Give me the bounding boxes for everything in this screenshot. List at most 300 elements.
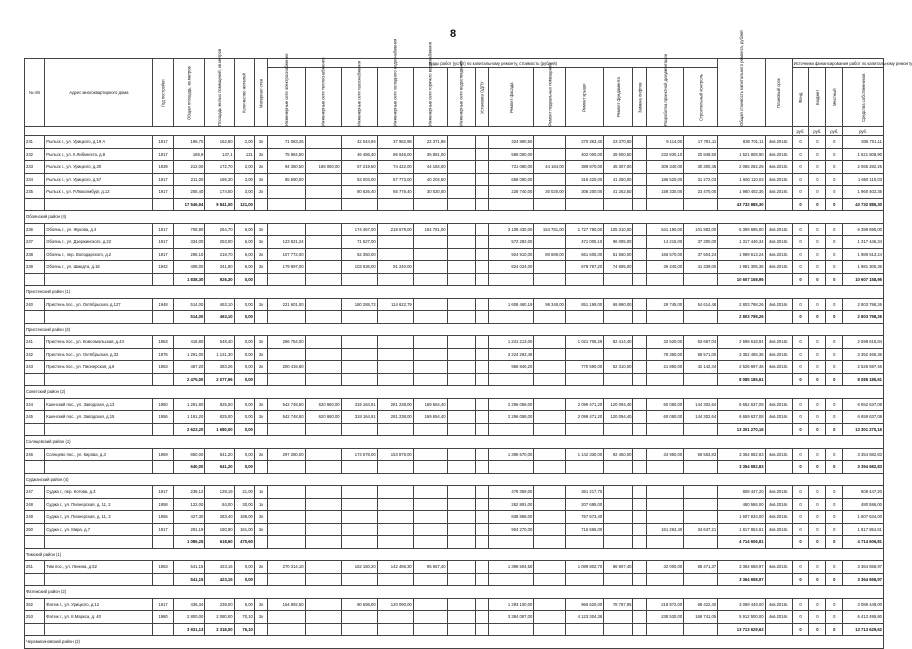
- row-source-3: 6 659 637,08: [843, 411, 884, 424]
- subtotal-cost: 13 301 270,16: [718, 423, 765, 436]
- row-source-1: 0: [809, 361, 826, 374]
- empty-cell: [305, 373, 341, 386]
- row-work-cost-7: 3 384 087,00: [489, 611, 534, 624]
- district-label: Пристенский район (1): [25, 286, 884, 299]
- row-work-cost-8: 154 781,00: [534, 223, 566, 236]
- row-residents: 0,00: [234, 561, 254, 574]
- table-row: [25, 448, 884, 461]
- row-total-cost: 1 817 854,61: [718, 523, 765, 536]
- row-walls: 2к: [254, 523, 268, 536]
- row-source-0: 0: [792, 136, 809, 149]
- row-year: 1963: [153, 561, 173, 574]
- row-total-cost: 2 526 697,46: [718, 361, 765, 374]
- table-row: [25, 261, 884, 274]
- empty-cell: [45, 461, 153, 474]
- row-year: 1942: [153, 261, 173, 274]
- row-year: 1917: [153, 598, 173, 611]
- empty-cell: [489, 461, 534, 474]
- row-source-2: 0: [826, 348, 843, 361]
- subtotal-source-0: 0: [792, 461, 809, 474]
- table-header: [25, 30, 912, 136]
- row-work-cost-4: [413, 486, 447, 499]
- row-area: 408,00: [173, 261, 205, 274]
- row-total-cost: 5 912 500,00: [718, 611, 765, 624]
- row-work-cost-4: [413, 511, 447, 524]
- subtotal-source-3: 10 607 158,95: [843, 273, 884, 286]
- empty-cell: [534, 623, 566, 636]
- row-work-cost-6: [475, 361, 489, 374]
- empty-cell: [604, 623, 633, 636]
- row-num: 231: [25, 136, 45, 149]
- row-work-cost-12: [647, 486, 684, 499]
- row-work-cost-0: [268, 348, 305, 361]
- row-work-cost-0: 270 314,10: [268, 561, 305, 574]
- row-work-cost-10: 120 094,40: [604, 411, 633, 424]
- table-row: [25, 336, 884, 349]
- row-work-cost-13: 42 142,44: [684, 361, 718, 374]
- row-walls: 2к: [254, 248, 268, 261]
- row-work-cost-0: [268, 486, 305, 499]
- district-label: Черемисиновский район (2): [25, 636, 884, 649]
- table-row: [25, 186, 884, 199]
- empty-cell: [341, 198, 377, 211]
- row-work-cost-13: 144 302,64: [684, 398, 718, 411]
- row-period: 4кв.2016г.: [765, 161, 792, 174]
- empty-cell: [254, 461, 268, 474]
- empty-cell: [25, 536, 45, 549]
- empty-cell: [565, 273, 603, 286]
- subtotal-cost: 13 713 629,62: [718, 623, 765, 636]
- empty-cell: [413, 573, 447, 586]
- table-row: [25, 411, 884, 424]
- row-source-0: 0: [792, 398, 809, 411]
- subtotal-source-1: 0: [809, 536, 826, 549]
- row-num: 248: [25, 498, 45, 511]
- row-residents: 3,00: [234, 186, 254, 199]
- row-work-cost-13: 20 848,50: [684, 148, 718, 161]
- empty-cell: [633, 311, 647, 324]
- empty-cell: [604, 536, 633, 549]
- row-work-cost-9: 308 200,00: [565, 186, 603, 199]
- empty-cell: [447, 311, 475, 324]
- row-source-0: 0: [792, 411, 809, 424]
- row-work-cost-4: [413, 611, 447, 624]
- row-work-cost-12: 60 080,00: [647, 411, 684, 424]
- row-work-cost-13: 59 563,83: [684, 448, 718, 461]
- empty-cell: [633, 198, 647, 211]
- empty-cell: [254, 373, 268, 386]
- row-work-cost-8: [534, 611, 566, 624]
- empty-cell: [377, 461, 413, 474]
- row-work-cost-0: 85 590,00: [268, 173, 305, 186]
- subtotal-residents: 0,00: [234, 373, 254, 386]
- table-row: [25, 148, 884, 161]
- row-work-cost-10: 96 095,00: [604, 236, 633, 249]
- row-source-3: 6 412 495,80: [843, 611, 884, 624]
- header-work-3: Инженерные сети холодного водоснабжения: [377, 68, 413, 127]
- row-source-3: 3 352 465,36: [843, 348, 884, 361]
- row-work-cost-13: [684, 498, 718, 511]
- row-work-cost-0: 94 350,50: [268, 161, 305, 174]
- row-work-cost-10: 92 450,00: [604, 448, 633, 461]
- empty-cell: [604, 461, 633, 474]
- row-address: Рыльск г., ул. Урицкого, д.19 А: [45, 136, 153, 149]
- row-living: 825,00: [205, 398, 234, 411]
- row-work-cost-5: [447, 148, 475, 161]
- row-work-cost-11: [633, 236, 647, 249]
- row-work-cost-4: 169 654,40: [413, 411, 447, 424]
- row-work-cost-5: [447, 611, 475, 624]
- row-work-cost-11: [633, 136, 647, 149]
- row-work-cost-12: 232 830,10: [647, 148, 684, 161]
- row-source-3: 6 652 637,08: [843, 398, 884, 411]
- empty-cell: [565, 461, 603, 474]
- empty-cell: [489, 423, 534, 436]
- row-work-cost-1: 620 860,00: [305, 411, 341, 424]
- empty-cell: [413, 536, 447, 549]
- row-num: 249: [25, 511, 45, 524]
- empty-cell: [765, 423, 792, 436]
- row-work-cost-9: 851 169,00: [565, 298, 603, 311]
- row-work-cost-13: [684, 511, 718, 524]
- row-work-cost-13: 166 741,05: [684, 611, 718, 624]
- row-work-cost-8: [534, 236, 566, 249]
- row-total-cost: 1 317 446,34: [718, 236, 765, 249]
- row-address: Пристень пос., ул. Пионерская, д.6: [45, 361, 153, 374]
- district-header-row: [25, 473, 884, 486]
- row-work-cost-8: [534, 498, 566, 511]
- row-work-cost-0: [268, 186, 305, 199]
- row-source-2: 0: [826, 448, 843, 461]
- empty-cell: [413, 623, 447, 636]
- district-header-row: [25, 286, 884, 299]
- empty-cell: [25, 623, 45, 636]
- row-source-0: 0: [792, 448, 809, 461]
- row-source-3: 1 607 634,00: [843, 511, 884, 524]
- row-source-2: 0: [826, 561, 843, 574]
- row-source-3: 2 065 282,25: [843, 161, 884, 174]
- empty-cell: [534, 461, 566, 474]
- row-residents: 6,00: [234, 236, 254, 249]
- row-area: 514,00: [173, 298, 205, 311]
- empty-cell: [377, 573, 413, 586]
- row-area: 196,70: [173, 136, 205, 149]
- empty-cell: [633, 373, 647, 386]
- row-address: Суджа г., ул. Мира, д.7: [45, 523, 153, 536]
- row-living: 162,80: [205, 136, 234, 149]
- row-work-cost-3: [377, 236, 413, 249]
- empty-cell: [377, 273, 413, 286]
- row-work-cost-0: 266 754,00: [268, 336, 305, 349]
- row-source-1: 0: [809, 248, 826, 261]
- row-work-cost-6: [475, 173, 489, 186]
- row-work-cost-11: [633, 598, 647, 611]
- subtotal-living: 9 841,00: [205, 198, 234, 211]
- empty-cell: [153, 423, 173, 436]
- row-walls: 2к: [254, 361, 268, 374]
- row-year: 1976: [153, 348, 173, 361]
- empty-cell: [565, 573, 603, 586]
- row-source-2: 0: [826, 186, 843, 199]
- row-total-cost: 6 399 695,00: [718, 223, 765, 236]
- row-year: 1959: [153, 448, 173, 461]
- row-source-0: 0: [792, 223, 809, 236]
- header-walls: Материал стен: [254, 59, 268, 127]
- district-header-row: [25, 636, 884, 649]
- empty-cell: [647, 461, 684, 474]
- subtotal-row: [25, 273, 884, 286]
- row-source-1: 0: [809, 486, 826, 499]
- row-work-cost-7: 2 296 058,00: [489, 398, 534, 411]
- row-work-cost-7: 1 396 670,00: [489, 448, 534, 461]
- row-work-cost-12: 21 850,00: [647, 361, 684, 374]
- row-work-cost-0: 75 984,50: [268, 148, 305, 161]
- empty-cell: [647, 573, 684, 586]
- row-work-cost-12: 161 264,40: [647, 523, 684, 536]
- row-work-cost-2: 174 578,00: [341, 448, 377, 461]
- subtotal-source-0: 0: [792, 273, 809, 286]
- row-work-cost-5: [447, 298, 475, 311]
- row-source-0: 0: [792, 523, 809, 536]
- row-area: 850,00: [173, 448, 205, 461]
- row-work-cost-2: 103 536,00: [341, 261, 377, 274]
- row-work-cost-3: 120 090,00: [377, 598, 413, 611]
- empty-cell: [684, 461, 718, 474]
- empty-cell: [633, 273, 647, 286]
- empty-cell: [341, 623, 377, 636]
- row-work-cost-13: 41 339,00: [684, 261, 718, 274]
- row-work-cost-11: [633, 298, 647, 311]
- header-work-8: Ремонт подвальных помещений: [534, 68, 566, 127]
- row-work-cost-7: 2 296 058,00: [489, 411, 534, 424]
- row-work-cost-9: 361 217,70: [565, 486, 603, 499]
- row-year: 1917: [153, 236, 173, 249]
- subtotal-source-0: 0: [792, 373, 809, 386]
- row-total-cost: 2 598 618,84: [718, 336, 765, 349]
- row-address: Тим пос., ул. Ленина, д.52: [45, 561, 153, 574]
- header-work-9: Ремонт крыши: [565, 68, 603, 127]
- row-work-cost-10: 105 310,00: [604, 223, 633, 236]
- row-source-1: 0: [809, 261, 826, 274]
- subtotal-residents: 0,00: [234, 461, 254, 474]
- row-work-cost-7: 958 840,20: [489, 361, 534, 374]
- empty-cell: [45, 573, 153, 586]
- row-work-cost-11: [633, 261, 647, 274]
- row-source-2: 0: [826, 223, 843, 236]
- row-total-cost: 1 989 613,24: [718, 248, 765, 261]
- row-work-cost-1: [305, 611, 341, 624]
- row-work-cost-11: [633, 498, 647, 511]
- header-work-12: Разработка проектной документации: [647, 68, 684, 127]
- empty-cell: [489, 373, 534, 386]
- row-work-cost-5: [447, 348, 475, 361]
- row-year: 1960: [153, 611, 173, 624]
- empty-cell: [565, 198, 603, 211]
- row-work-cost-11: [633, 336, 647, 349]
- subtotal-area: 1 838,30: [173, 273, 205, 286]
- row-residents: 161,00: [234, 523, 254, 536]
- row-work-cost-2: [341, 498, 377, 511]
- row-work-cost-9: 661 605,00: [565, 248, 603, 261]
- row-work-cost-13: 144 302,64: [684, 411, 718, 424]
- row-work-cost-3: 281 238,00: [377, 411, 413, 424]
- row-work-cost-9: [565, 348, 603, 361]
- empty-cell: [447, 536, 475, 549]
- row-work-cost-2: [341, 361, 377, 374]
- empty-cell: [447, 623, 475, 636]
- row-work-cost-10: [604, 348, 633, 361]
- subtotal-row: [25, 461, 884, 474]
- row-work-cost-13: 101 982,00: [684, 223, 718, 236]
- row-work-cost-8: [534, 398, 566, 411]
- row-period: 4кв.2016г.: [765, 148, 792, 161]
- row-source-3: 1 521 808,90: [843, 148, 884, 161]
- row-work-cost-9: 207 685,00: [565, 498, 603, 511]
- district-header-row: [25, 436, 884, 449]
- empty-cell: [305, 536, 341, 549]
- subtotal-source-1: 0: [809, 373, 826, 386]
- empty-cell: [45, 311, 153, 324]
- row-work-cost-5: [447, 248, 475, 261]
- row-work-cost-11: [633, 223, 647, 236]
- row-work-cost-7: 904 270,00: [489, 523, 534, 536]
- row-work-cost-10: 78 787,95: [604, 598, 633, 611]
- header-source-0: Фонд: [792, 68, 809, 127]
- row-residents: 0,00: [234, 411, 254, 424]
- row-work-cost-6: [475, 223, 489, 236]
- row-source-2: 0: [826, 261, 843, 274]
- row-num: 245: [25, 411, 45, 424]
- row-work-cost-3: [377, 248, 413, 261]
- row-residents: 30,00: [234, 498, 254, 511]
- row-source-1: 0: [809, 186, 826, 199]
- subtotal-source-2: 0: [826, 273, 843, 286]
- row-work-cost-8: [534, 561, 566, 574]
- row-work-cost-8: [534, 511, 566, 524]
- row-work-cost-6: [475, 161, 489, 174]
- empty-cell: [633, 536, 647, 549]
- row-work-cost-8: [534, 148, 566, 161]
- row-address: Фатеж г., ул. К.Маркса, д. 40: [45, 611, 153, 624]
- header-period: Плановый срок: [765, 59, 792, 127]
- empty-cell: [765, 198, 792, 211]
- empty-cell: [447, 373, 475, 386]
- subtotal-living: 618,60: [205, 536, 234, 549]
- row-source-2: 0: [826, 298, 843, 311]
- empty-cell: [489, 573, 534, 586]
- row-num: 250: [25, 523, 45, 536]
- row-address: Рыльск г., ул. Урицкого, д.57: [45, 173, 153, 186]
- subtotal-cost: 4 714 606,81: [718, 536, 765, 549]
- row-work-cost-10: [604, 523, 633, 536]
- row-work-cost-2: 46 486,40: [341, 148, 377, 161]
- subtotal-cost: 3 364 658,97: [718, 573, 765, 586]
- empty-cell: [254, 198, 268, 211]
- row-work-cost-6: [475, 348, 489, 361]
- row-work-cost-1: [305, 236, 341, 249]
- row-work-cost-4: [413, 498, 447, 511]
- row-work-cost-0: [268, 223, 305, 236]
- empty-cell: [604, 573, 633, 586]
- header-unit-spacer: [25, 127, 793, 136]
- row-total-cost: 1 660 110,03: [718, 173, 765, 186]
- row-year: 1958: [153, 498, 173, 511]
- row-source-0: 0: [792, 511, 809, 524]
- row-source-1: 0: [809, 398, 826, 411]
- row-area: 1 291,00: [173, 348, 205, 361]
- row-year: 1917: [153, 223, 173, 236]
- row-source-2: 0: [826, 361, 843, 374]
- row-total-cost: 6 652 637,08: [718, 398, 765, 411]
- empty-cell: [475, 373, 489, 386]
- header-work-7: Ремонт фасада: [489, 68, 534, 127]
- row-work-cost-5: [447, 173, 475, 186]
- empty-cell: [565, 311, 603, 324]
- row-source-2: 0: [826, 136, 843, 149]
- row-source-1: 0: [809, 498, 826, 511]
- district-header-row: [25, 548, 884, 561]
- empty-cell: [447, 573, 475, 586]
- row-work-cost-2: 57 219,50: [341, 161, 377, 174]
- row-source-3: 1 660 110,03: [843, 173, 884, 186]
- row-work-cost-4: 22 371,85: [413, 136, 447, 149]
- table-row: [25, 486, 884, 499]
- row-source-1: 0: [809, 348, 826, 361]
- table-row: [25, 498, 884, 511]
- subtotal-source-0: 0: [792, 198, 809, 211]
- subtotal-source-2: 0: [826, 536, 843, 549]
- page-number: 8: [450, 28, 457, 40]
- row-work-cost-9: 471 005,10: [565, 236, 603, 249]
- row-period: 4кв.2016г.: [765, 261, 792, 274]
- header-work-1: Инженерные сети теплоснабжения: [305, 68, 341, 127]
- empty-cell: [565, 623, 603, 636]
- header-total-cost: Общая стоимость капитального ремонта, рублей: [718, 59, 765, 127]
- empty-cell: [268, 536, 305, 549]
- empty-cell: [305, 198, 341, 211]
- row-work-cost-5: [447, 361, 475, 374]
- row-work-cost-12: 29 745,00: [647, 298, 684, 311]
- subtotal-living: 1 680,00: [205, 423, 234, 436]
- row-work-cost-10: 69 890,00: [604, 298, 633, 311]
- subtotal-row: [25, 311, 884, 324]
- empty-cell: [447, 198, 475, 211]
- row-work-cost-2: 174 467,00: [341, 223, 377, 236]
- row-work-cost-7: 924 910,00: [489, 248, 534, 261]
- row-living: 172,70: [205, 161, 234, 174]
- row-work-cost-0: 179 897,00: [268, 261, 305, 274]
- empty-cell: [413, 461, 447, 474]
- row-area: 541,15: [173, 561, 205, 574]
- row-work-cost-5: [447, 498, 475, 511]
- row-work-cost-8: 98 348,00: [534, 298, 566, 311]
- row-total-cost: 3 364 658,97: [718, 561, 765, 574]
- row-living: 641,20: [205, 448, 234, 461]
- row-work-cost-8: [534, 136, 566, 149]
- row-source-0: 0: [792, 336, 809, 349]
- row-work-cost-0: 71 083,26: [268, 136, 305, 149]
- row-work-cost-3: 91 240,00: [377, 261, 413, 274]
- empty-cell: [475, 198, 489, 211]
- row-residents: 0,00: [234, 398, 254, 411]
- row-work-cost-12: 159 330,00: [647, 186, 684, 199]
- header-work-13: Строительный контроль: [684, 68, 718, 127]
- row-work-cost-7: 585 060,00: [489, 148, 534, 161]
- empty-cell: [413, 373, 447, 386]
- row-work-cost-12: 541 190,00: [647, 223, 684, 236]
- row-work-cost-12: 309 340,00: [647, 161, 684, 174]
- row-address: Кшенский пос., ул. Заводская, д.13: [45, 398, 153, 411]
